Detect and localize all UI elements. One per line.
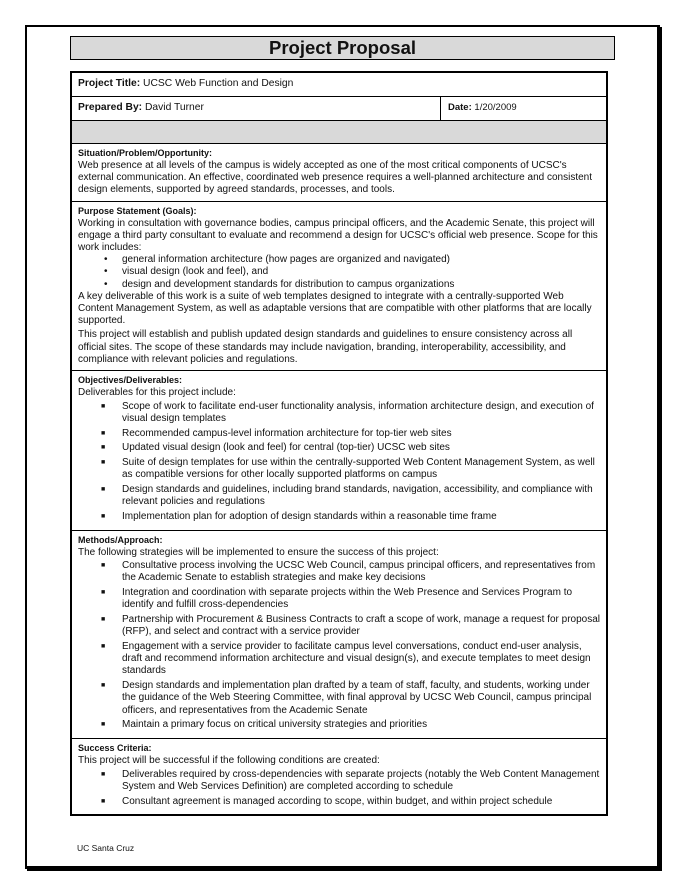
list-item-text: Scope of work to facilitate end-user functionality analysis, information architecture design, and execution of visual design templates xyxy=(122,400,594,424)
list-item-text: Updated visual design (look and feel) for central (top-tier) UCSC web sites xyxy=(122,442,450,454)
date-label: Date: xyxy=(448,102,472,114)
section-label: Methods/Approach: xyxy=(78,534,163,545)
list-item xyxy=(78,511,600,523)
methods-bullet-list xyxy=(78,560,600,731)
section-label: Situation/Problem/Opportunity: xyxy=(78,148,212,158)
list-item xyxy=(78,796,600,808)
square-bullet-icon: ■ xyxy=(101,770,106,778)
section-text: Deliverables for this project include: xyxy=(78,387,236,399)
list-item xyxy=(78,641,600,678)
list-item xyxy=(78,719,600,731)
section-text: This project will establish and publish updated design standards and guidelines to ensure consistency across all official sites. The scope of these standards may include navigation, branding, interoperability, accessibility, and compliance with relevant policies and regulations. xyxy=(78,329,573,365)
list-item-text: Engagement with a service provider to facilitate campus level conversations, conduct end-user analysis, draft and recommend information architecture and visual design(s), and execute templates to meet design standards xyxy=(122,641,591,677)
list-item-text: Maintain a primary focus on critical university strategies and priorities xyxy=(122,719,428,731)
section-text: Web presence at all levels of the campus is widely accepted as one of the most critical components of UCSC's external communication. An effective, coordinated web presence requires a well-planned architecture and consistent design elements, supported by agreed standards, processes, and tools. xyxy=(78,160,592,196)
square-bullet-icon: ■ xyxy=(101,721,106,729)
list-item-text: general information architecture (how pages are organized and navigated) xyxy=(122,254,450,266)
list-item xyxy=(78,457,600,481)
list-item-text: Consultative process involving the UCSC Web Council, campus principal officers, and representatives from the Academic Senate to establish strategies and make key decisions xyxy=(122,560,596,584)
list-item-text: Implementation plan for adoption of design standards within a reasonable time frame xyxy=(122,510,497,522)
list-item-text: visual design (look and feel), and xyxy=(122,266,269,278)
project-title-label: Project Title: xyxy=(78,78,141,90)
bullet-icon: • xyxy=(104,266,108,278)
page-footer: UC Santa Cruz xyxy=(77,843,135,853)
list-item-text: Partnership with Procurement & Business Contracts to craft a scope of work, manage a request for proposal (RFP), and select and contract with a service provider xyxy=(122,614,601,638)
list-item xyxy=(78,560,600,584)
objectives-bullet-list xyxy=(78,401,600,523)
square-bullet-icon: ■ xyxy=(101,797,106,805)
list-item-text: Deliverables required by cross-dependencies with separate projects (notably the Web Content Management System and Web Services Definition) are completed according to schedule xyxy=(122,768,600,792)
section-purpose xyxy=(72,202,606,371)
project-title-row xyxy=(72,73,606,97)
square-bullet-icon: ■ xyxy=(101,562,106,570)
date-cell xyxy=(441,97,606,120)
list-item-text: design and development standards for distribution to campus organizations xyxy=(122,278,455,290)
prepared-by-row xyxy=(72,97,606,121)
gray-separator-row xyxy=(72,121,606,144)
bullet-icon: • xyxy=(104,278,108,290)
document-title: Project Proposal xyxy=(70,36,615,60)
list-item-text: Design standards and guidelines, including brand standards, navigation, accessibility, and compliance with relevant policies and regulations xyxy=(122,483,593,508)
square-bullet-icon: ■ xyxy=(101,402,106,410)
square-bullet-icon: ■ xyxy=(101,589,106,597)
list-item-text: Design standards and implementation plan drafted by a team of staff, faculty, and students, working under the guidance of the Web Steering Committee, with final approval by UCSC Web Council, campus principal officers, and representatives from the Academic Senate xyxy=(122,680,592,716)
proposal-form xyxy=(70,71,608,816)
list-item xyxy=(78,587,600,611)
project-title-value: UCSC Web Function and Design xyxy=(140,78,294,90)
list-item xyxy=(78,442,600,454)
section-success xyxy=(72,739,606,814)
list-item xyxy=(78,254,600,266)
section-methods xyxy=(72,531,606,739)
section-text: A key deliverable of this work is a suite of web templates designed to integrate with a centrally-supported Web Content Management System, as well as adaptable versions that are compatible with other platforms that are locally supported. xyxy=(78,290,592,327)
square-bullet-icon: ■ xyxy=(101,444,106,452)
section-text: This project will be successful if the following conditions are created: xyxy=(78,754,380,766)
list-item xyxy=(78,401,600,425)
list-item-text: Consultant agreement is managed according to scope, within budget, and within project schedule xyxy=(122,795,553,807)
list-item-text: Suite of design templates for use within the centrally-supported Web Content Management System, as well as compatible versions for other locally supported platforms on campus xyxy=(122,457,595,481)
square-bullet-icon: ■ xyxy=(101,485,106,493)
list-item xyxy=(78,266,600,278)
section-objectives xyxy=(72,371,606,531)
square-bullet-icon: ■ xyxy=(101,682,106,690)
success-bullet-list xyxy=(78,769,600,808)
prepared-by-value: David Turner xyxy=(142,102,204,114)
square-bullet-icon: ■ xyxy=(101,429,106,437)
date-value: 1/20/2009 xyxy=(471,102,517,114)
section-label: Objectives/Deliverables: xyxy=(78,375,183,386)
list-item-text: Recommended campus-level information architecture for top-tier web sites xyxy=(122,427,452,439)
list-item xyxy=(78,428,600,440)
list-item-text: Integration and coordination with separate projects within the Web Presence and Services Program to identify and fulfill cross-dependencies xyxy=(122,587,573,611)
bullet-icon: • xyxy=(104,254,108,266)
purpose-bullet-list xyxy=(78,254,600,291)
square-bullet-icon: ■ xyxy=(101,512,106,520)
prepared-by-label: Prepared By: xyxy=(78,102,143,114)
square-bullet-icon: ■ xyxy=(101,616,106,624)
square-bullet-icon: ■ xyxy=(101,459,106,467)
section-situation xyxy=(72,144,606,202)
section-label: Success Criteria: xyxy=(78,742,152,753)
square-bullet-icon: ■ xyxy=(101,643,106,650)
prepared-by-cell xyxy=(72,97,441,120)
list-item xyxy=(78,484,600,508)
section-text: Working in consultation with governance bodies, campus principal officers, and the Academic Senate, this project will engage a third party consultant to evaluate and recommend a design for UCSC's official web presence. Scope for this work includes: xyxy=(78,217,598,254)
list-item xyxy=(78,614,600,638)
list-item xyxy=(78,279,600,291)
section-text: The following strategies will be implemented to ensure the success of this project: xyxy=(78,546,439,558)
section-label: Purpose Statement (Goals): xyxy=(78,205,197,216)
list-item xyxy=(78,680,600,717)
list-item xyxy=(78,769,600,793)
